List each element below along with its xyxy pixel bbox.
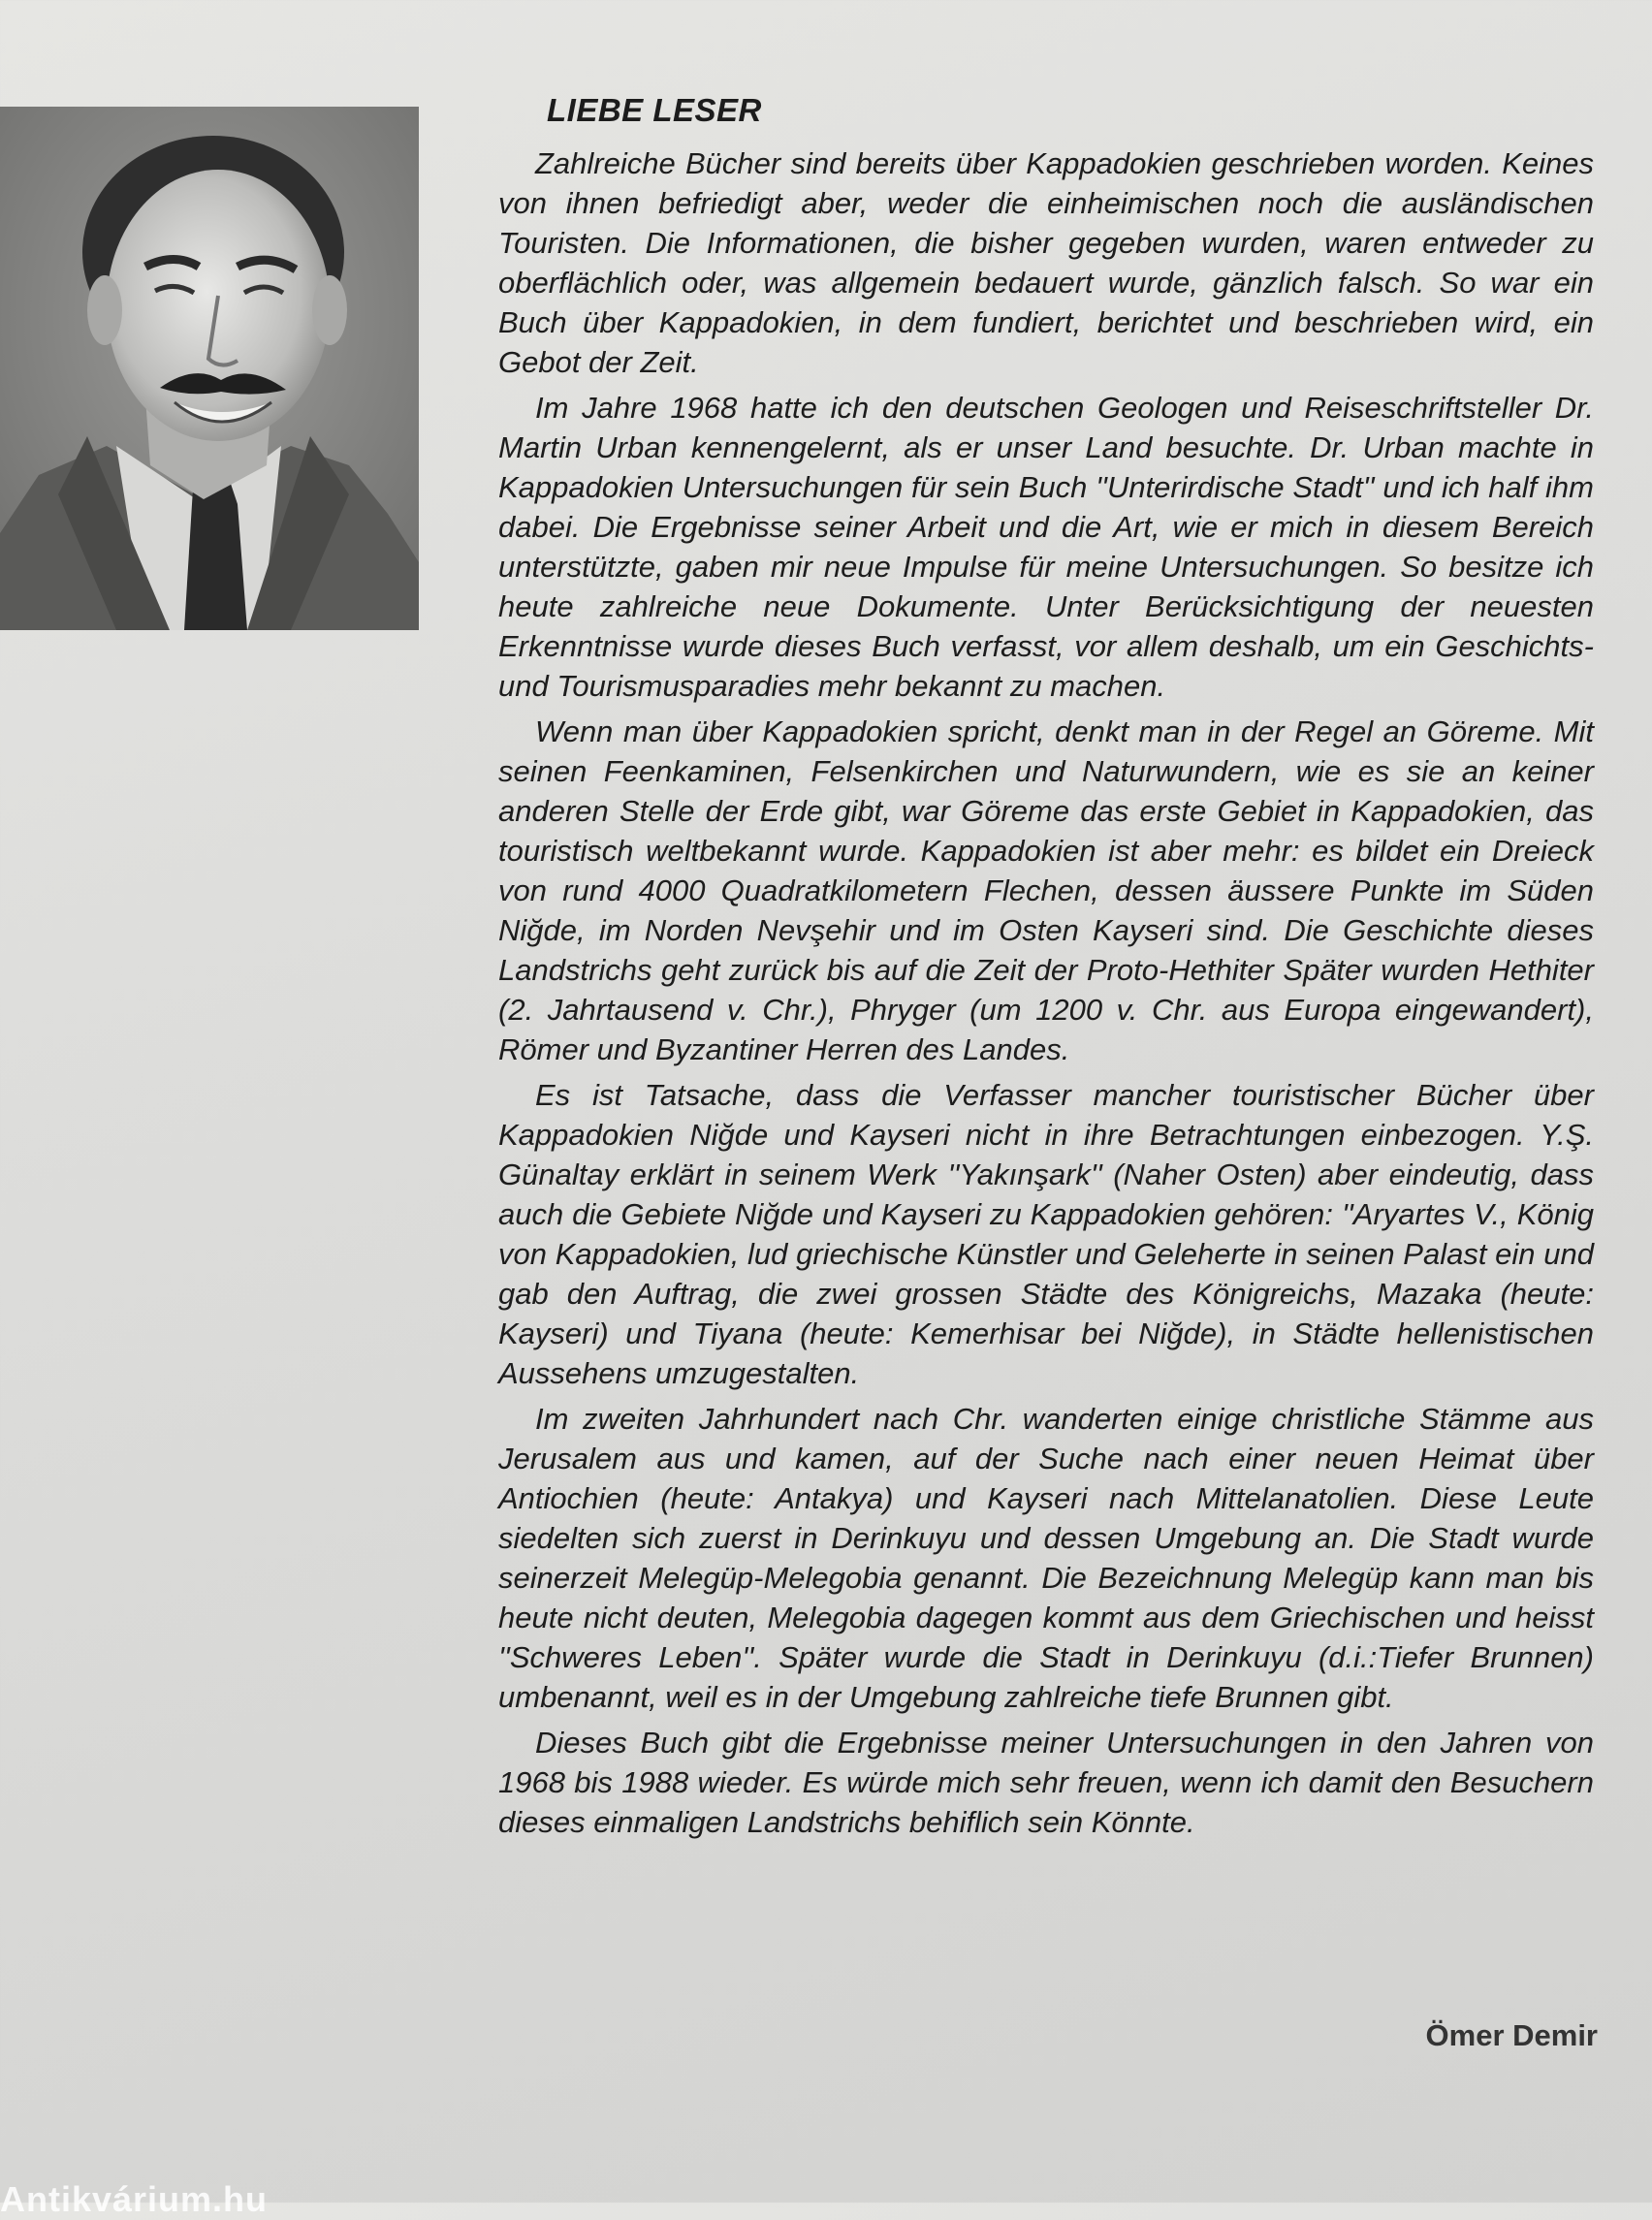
paragraph: Im zweiten Jahrhundert nach Chr. wanderten einige christliche Stämme aus Jerusalem aus und kamen, auf der Suche nach einer neuen Heimat über Antiochien (heute: Antakya) und Kayseri nach Mittelanatolien. Diese Leute siedelten sich zuerst in Derinkuyu und dessen Umgebung an. Die Stadt wurde seinerzeit Melegüp-Melegobia genannt. Die Bezeichnung Melegüp kann man bis heute nicht deuten, Melegobia dagegen kommt aus dem Griechischen und heisst ''Schweres Leben''. Später wurde die Stadt in Derinkuyu (d.i.:Tiefer Brunnen) umbenannt, weil es in der Umgebung zahlreiche tiefe Brunnen gibt.	[498, 1402, 1594, 1714]
author-portrait-graphic	[0, 107, 419, 630]
author-signature: Ömer Demir	[1425, 2018, 1598, 2052]
paragraph: Dieses Buch gibt die Ergebnisse meiner Untersuchungen in den Jahren von 1968 bis 1988 wieder. Es würde mich sehr freuen, wenn ich damit den Besuchern dieses einmaligen Landstrichs behiflich sein Könnte.	[498, 1726, 1594, 1839]
letter-heading: LIEBE LESER	[547, 92, 762, 128]
author-portrait-photo	[0, 107, 419, 630]
paragraph: Wenn man über Kappadokien spricht, denkt man in der Regel an Göreme. Mit seinen Feenkaminen, Felsenkirchen und Naturwundern, wie es sie an keiner anderen Stelle der Erde gibt, war Göreme das erste Gebiet in Kappadokien, das touristisch weltbekannt wurde. Kappadokien ist aber mehr: es bildet ein Dreieck von rund 4000 Quadratkilometern Flechen, dessen äussere Punkte im Süden Niğde, im Norden Nevşehir und im Osten Kayseri sind. Die Geschichte dieses Landstrichs geht zurück bis auf die Zeit der Proto-Hethiter Später wurden Hethiter (2. Jahrtausend v. Chr.), Phryger (um 1200 v. Chr. aus Europa eingewandert), Römer und Byzantiner Herren des Landes.	[498, 714, 1594, 1066]
watermark: Antikvárium.hu	[0, 2179, 269, 2219]
letter-body	[498, 89, 1594, 1848]
paragraph: Es ist Tatsache, dass die Verfasser mancher touristischer Bücher über Kappadokien Niğde und Kayseri nicht in ihre Betrachtungen einbezogen. Y.Ş. Günaltay erklärt in seinem Werk ''Yakınşark'' (Naher Osten) aber eindeutig, dass auch die Gebiete Niğde und Kayseri zu Kappadokien gehören: ''Aryartes V., König von Kappadokien, lud griechische Künstler und Geleherte in seinen Palast ein und gab den Auftrag, die zwei grossen Städte des Königreichs, Mazaka (heute: Kayseri) und Tiyana (heute: Kemerhisar bei Niğde), in Städte hellenistischen Aussehens umzugestalten.	[498, 1078, 1594, 1390]
paragraph: Zahlreiche Bücher sind bereits über Kappadokien geschrieben worden. Keines von ihnen befriedigt aber, weder die einheimischen noch die ausländischen Touristen. Die Informationen, die bisher gegeben wurden, waren entweder zu oberflächlich oder, was allgemein bedauert wurde, gänzlich falsch. So war ein Buch über Kappadokien, in dem fundiert, berichtet und beschrieben wird, ein Gebot der Zeit.	[498, 146, 1594, 379]
paragraph: Im Jahre 1968 hatte ich den deutschen Geologen und Reiseschriftsteller Dr. Martin Urban kennengelernt, als er unser Land besuchte. Dr. Urban machte in Kappadokien Untersuchungen für sein Buch ''Unterirdische Stadt'' und ich half ihm dabei. Die Ergebnisse seiner Arbeit und die Art, wie er mich in diesem Bereich unterstützte, gaben mir neue Impulse für meine Untersuchungen. So besitze ich heute zahlreiche neue Dokumente. Unter Berücksichtigung der neuesten Erkenntnisse wurde dieses Buch verfasst, vor allem deshalb, um ein Geschichts-und Tourismusparadies mehr bekannt zu machen.	[498, 391, 1594, 703]
